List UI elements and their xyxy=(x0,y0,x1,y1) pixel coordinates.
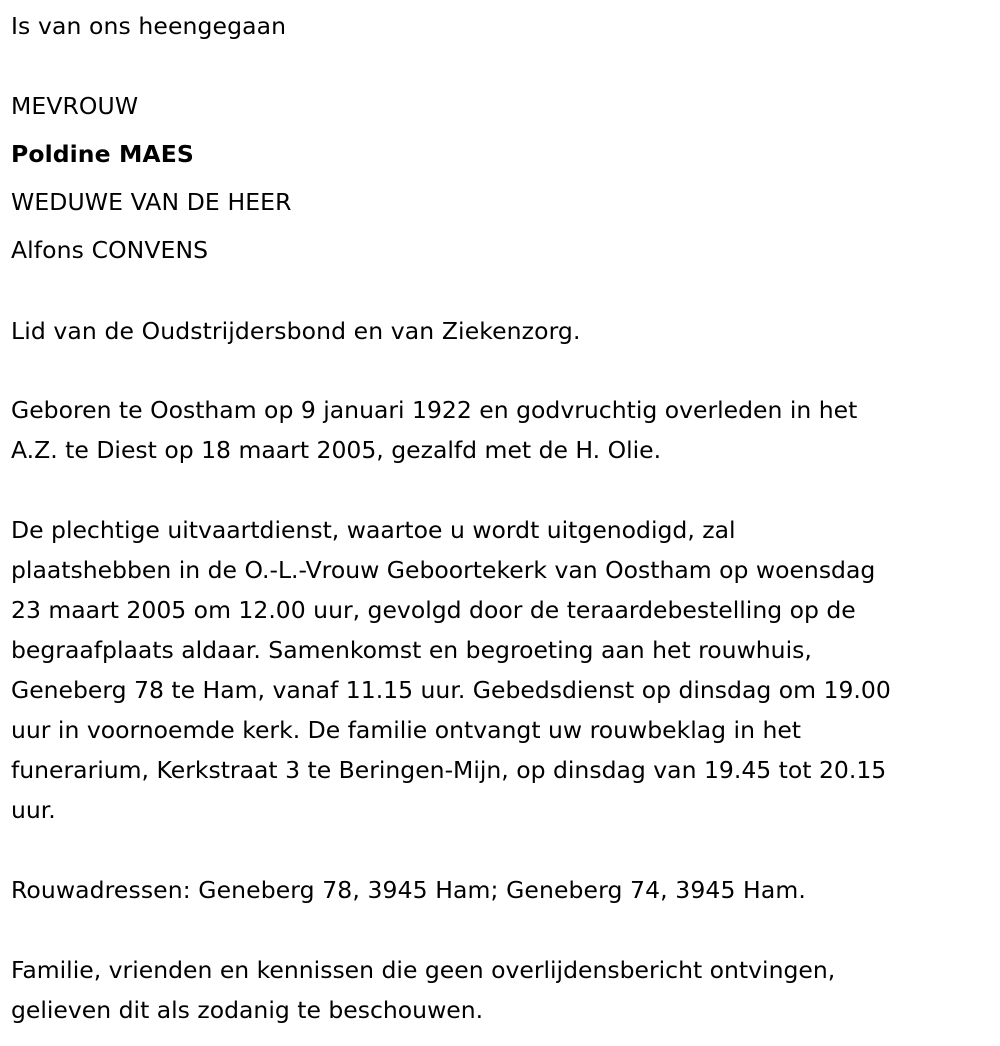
service-line: funerarium, Kerkstraat 3 te Beringen-Mijn, op dinsdag van 19.45 tot 20.15 xyxy=(11,756,887,784)
birth-death-line: A.Z. te Diest op 18 maart 2005, gezalfd met de H. Olie. xyxy=(11,436,662,464)
widow-line: WEDUWE VAN DE HEER xyxy=(11,188,292,216)
closing-line: gelieven dit als zodanig te beschouwen. xyxy=(11,996,484,1024)
membership-line: Lid van de Oudstrijdersbond en van Ziekenzorg. xyxy=(11,317,581,345)
service-line: plaatshebben in de O.-L.-Vrouw Geboortekerk van Oostham op woensdag xyxy=(11,556,876,584)
deceased-name: Poldine MAES xyxy=(11,140,194,168)
spouse-name: Alfons CONVENS xyxy=(11,236,209,264)
closing-line: Familie, vrienden en kennissen die geen overlijdensbericht ontvingen, xyxy=(11,956,836,984)
birth-death-line: Geboren te Oostham op 9 januari 1922 en godvruchtig overleden in het xyxy=(11,396,858,424)
service-line: 23 maart 2005 om 12.00 uur, gevolgd door de teraardebestelling op de xyxy=(11,596,856,624)
service-line: uur. xyxy=(11,796,56,824)
service-line: uur in voornoemde kerk. De familie ontvangt uw rouwbeklag in het xyxy=(11,716,802,744)
service-line: Geneberg 78 te Ham, vanaf 11.15 uur. Gebedsdienst op dinsdag om 19.00 xyxy=(11,676,891,704)
title-prefix: MEVROUW xyxy=(11,92,139,120)
service-line: De plechtige uitvaartdienst, waartoe u wordt uitgenodigd, zal xyxy=(11,516,736,544)
closing-paragraph xyxy=(11,950,996,1030)
birth-death-paragraph xyxy=(11,390,996,470)
service-paragraph xyxy=(11,510,996,830)
intro-line: Is van ons heengegaan xyxy=(11,12,287,40)
service-line: begraafplaats aldaar. Samenkomst en begroeting aan het rouwhuis, xyxy=(11,636,812,664)
addresses-line: Rouwadressen: Geneberg 78, 3945 Ham; Geneberg 74, 3945 Ham. xyxy=(11,876,806,904)
